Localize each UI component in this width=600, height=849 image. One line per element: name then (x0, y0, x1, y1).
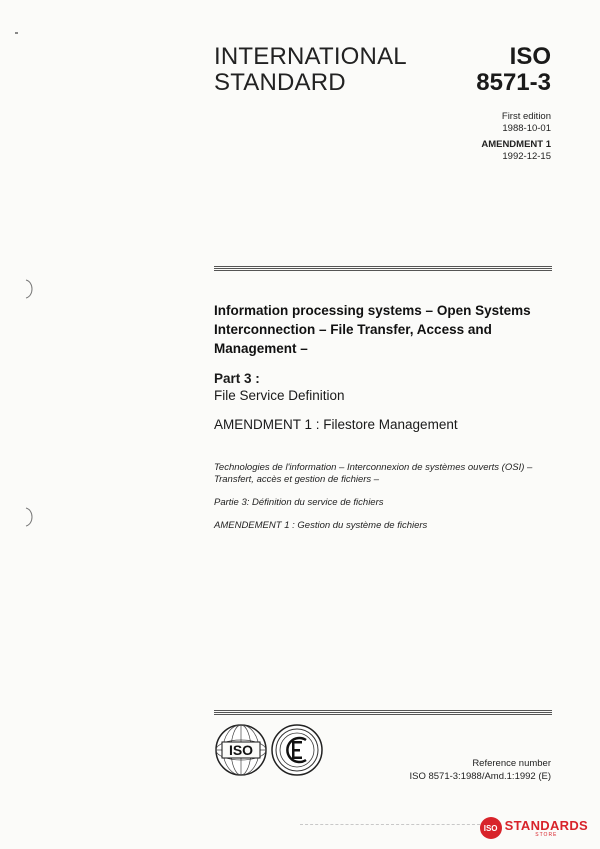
scan-artifact-line (300, 824, 480, 826)
first-edition-label: First edition (501, 111, 551, 122)
amendment-date: 1992-12-15 (502, 150, 551, 162)
watermark-iso-badge: ISO (480, 817, 502, 839)
iso-logo-text: ISO (228, 742, 254, 758)
amendment-title: AMENDMENT 1 : Filestore Management (214, 417, 458, 432)
edition-info (481, 111, 551, 162)
french-part: Partie 3: Définition du service de fichiers (214, 497, 384, 508)
reference-block (409, 757, 551, 783)
reference-number: ISO 8571-3:1988/Amd.1:1992 (E) (409, 771, 551, 782)
punch-hole-mark-bottom (18, 506, 38, 528)
scan-speck (15, 32, 18, 34)
watermark (480, 817, 588, 839)
iso-designation (476, 44, 551, 96)
punch-hole-mark-top (18, 278, 38, 300)
amendment-label: AMENDMENT 1 (481, 139, 551, 150)
french-title (214, 462, 554, 486)
title-line-2: Interconnection – File Transfer, Access and (214, 322, 492, 337)
first-edition-date: 1988-10-01 (502, 122, 551, 134)
part-subtitle: File Service Definition (214, 388, 345, 403)
french-title-line-2: Transfert, accès et gestion de fichiers – (214, 474, 380, 485)
standard-type-heading (214, 44, 407, 96)
french-title-line-1: Technologies de l'information – Interconnexion de systèmes ouverts (OSI) – (214, 462, 533, 473)
title-line-1: Information processing systems – Open Systems (214, 303, 531, 318)
heading-line-standard: STANDARD (214, 69, 346, 96)
title-line-3: Management – (214, 341, 308, 356)
iso-label: ISO (509, 43, 551, 70)
watermark-sub: STORE (535, 831, 558, 838)
iec-logo (270, 723, 324, 777)
french-amendment: AMENDEMENT 1 : Gestion du système de fichiers (214, 520, 428, 531)
part-number: Part 3 : (214, 371, 260, 386)
document-title (214, 301, 554, 358)
watermark-text: STANDARDS (504, 817, 588, 833)
iso-number: 8571-3 (476, 69, 551, 96)
iso-logo (214, 723, 268, 777)
reference-label: Reference number (472, 758, 551, 769)
top-divider-rule (214, 266, 552, 272)
bottom-divider-rule (214, 710, 552, 716)
heading-line-international: INTERNATIONAL (214, 43, 407, 70)
